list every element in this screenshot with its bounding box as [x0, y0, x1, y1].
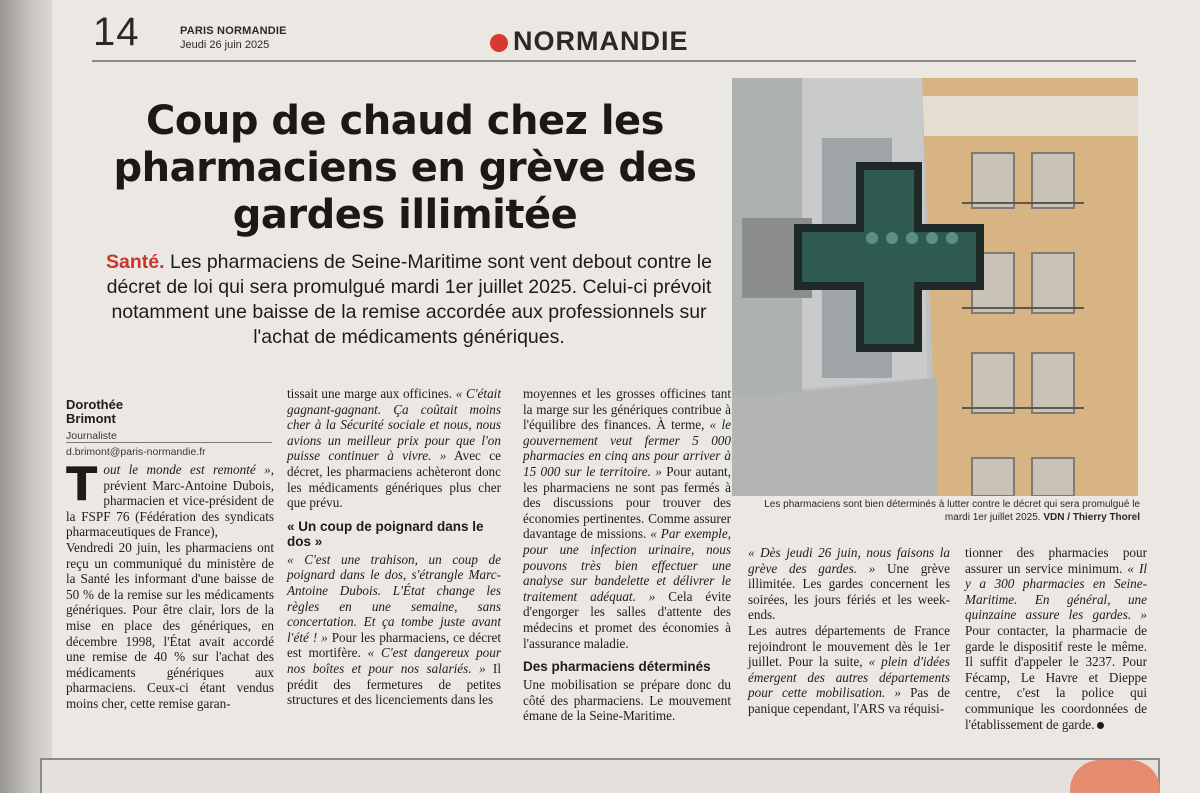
body-text: Pas de panique cependant, l'ARS va réquisi- — [748, 685, 950, 716]
author-first-name: Dorothée — [66, 397, 124, 412]
paragraph — [748, 623, 950, 717]
paragraph — [66, 540, 274, 712]
quote: « C'est une trahison, un coup de poignard dans le dos, s'étrangle Marc-Antoine Dubois. L'État change les règles en une semaine, sans concertation. Et ça tombe juste avant l'été ! » — [287, 551, 501, 645]
article-column-2 — [287, 386, 501, 708]
next-article-box — [40, 758, 1160, 793]
paragraph — [287, 386, 501, 511]
article-column-5 — [965, 545, 1147, 732]
article-column-3 — [523, 386, 731, 724]
paragraph — [748, 545, 950, 623]
body-text: , prévient Marc-Antoine Dubois, pharmacien et vice-président de la FSPF 76 (Fédération des syndicats pharmaceutiques de France), — [66, 462, 274, 540]
page-edge — [0, 0, 52, 793]
quote: « le gouvernement veut fermer 5 000 pharmacies en cinq ans pour arriver à 15 000 sur le territoire. » — [523, 417, 731, 479]
paragraph — [287, 552, 501, 708]
photo-credit: VDN / Thierry Thorel — [1043, 512, 1140, 523]
body-text: Pour les pharmaciens, ce décret est mortifère. — [287, 629, 501, 661]
quote: « C'était gagnant-gagnant. Ça coûtait moins cher à la Sécurité sociale et nous, nous avions un meilleur prix pour que l'on puisse continuer à vivre. » — [287, 386, 501, 464]
article-photo — [732, 78, 1138, 496]
body-text: tionner des pharmacies pour assurer un service minimum. — [965, 545, 1147, 576]
masthead-title: PARIS NORMANDIE — [180, 25, 287, 37]
end-of-article-icon — [1097, 722, 1104, 729]
author-email: d.brimont@paris-normandie.fr — [66, 446, 206, 458]
lede-tag: Santé. — [106, 251, 165, 273]
body-text: Les autres départements de France rejoindront le mouvement dès le 1er juillet. Pour la suite, — [748, 622, 950, 670]
body-text: moyennes et les grosses officines tant la marge sur les génériques contribue à l'équilibre des finances. À terme, — [523, 386, 731, 433]
lede-text: Les pharmaciens de Seine-Maritime sont vent debout contre le décret de loi qui sera promulgué mardi 1er juillet 2025. Celui-ci prévoit notamment une baisse de la remise accordée aux professionnels sur l'achat de médicaments génériques. — [106, 251, 712, 348]
section-dot-icon — [490, 34, 508, 52]
paragraph — [66, 457, 274, 540]
promo-bubble — [1070, 760, 1160, 793]
paragraph — [523, 386, 731, 651]
pharmacy-cross-sign-icon — [732, 78, 1138, 496]
issue-date: Jeudi 26 juin 2025 — [180, 39, 270, 51]
photo-caption — [742, 498, 1140, 524]
quote: « plein d'idées émergent des autres départements pour cette mobilisation. » — [748, 654, 950, 701]
body-text: Une grève illimitée. Les gardes concernent les soirées, les jours fériés et les week-ends. — [748, 560, 950, 623]
body-text: Pour contacter, la pharmacie de garde le dispositif reste le même. Il suffit d'appeler le 3237. Pour Fécamp, Le Havre et Dieppe centre, c'est la police qui communique les coordonnées de l'établissement de garde. — [965, 622, 1147, 732]
header-rule — [92, 60, 1136, 62]
byline-rule — [66, 442, 272, 443]
quote: out le monde est remonté » — [103, 462, 271, 477]
article-column-1 — [66, 457, 274, 712]
caption-text: Les pharmaciens sont bien déterminés à lutter contre le décret qui sera promulgué le mardi 1er juillet 2025. — [764, 499, 1140, 523]
article-lede — [84, 250, 734, 350]
dropcap: T — [66, 457, 98, 511]
quote: « Dès jeudi 26 juin, nous faisons la grève des gardes. » — [748, 545, 950, 576]
page-number: 14 — [93, 10, 140, 54]
quote: « Il y a 300 pharmacies en Seine-Maritime. En général, une quinzaine assure les gardes. » — [965, 560, 1147, 623]
body-text: tissait une marge aux officines. — [287, 386, 456, 401]
subheading: Des pharmaciens déterminés — [523, 659, 711, 675]
quote: « Par exemple, pour une infection urinaire, nous pouvons très bien effectuer une analyse sur bandelette et délivrer le traitement adéquat. » — [523, 526, 731, 604]
body-text: Une mobilisation se prépare donc du côté des pharmaciens. Le mouvement émane de la Seine-Maritime. — [523, 677, 731, 724]
body-text: Avec ce décret, les pharmaciens achèteront donc les médicaments génériques plus cher que prévu. — [287, 448, 501, 511]
article-column-4 — [748, 545, 950, 717]
body-text: Il prédit des fermetures de petites structures et des licenciements dans les — [287, 660, 501, 708]
subheading: « Un coup de poignard dans le dos » — [287, 518, 484, 549]
body-text: Pour autant, les pharmaciens ne sont pas fermés à des discussions pour trouver des économies pertinentes. Comme assurer davantage de missions. — [523, 463, 731, 542]
author-role: Journaliste — [66, 430, 117, 442]
author-last-name: Brimont — [66, 411, 116, 426]
body-text: Cela évite d'engorger les salles d'attente des médecins et promet des économies à l'assurance maladie. — [523, 588, 731, 651]
paragraph — [523, 677, 731, 724]
body-text: Vendredi 20 juin, les pharmaciens ont reçu un communiqué du ministère de la Santé les informant d'une baisse de 50 % de la remise sur les médicaments génériques. Pour être clair, lors de la mise en place des génériques, en décembre 1998, l'État avait accordé une remise de 40 % sur l'achat des médicaments génériques aux pharmaciens. Ceux-ci étant vendus moins cher, cette remise garan- — [66, 539, 274, 711]
article-headline: Coup de chaud chez les pharmaciens en grève des gardes illimitée — [113, 98, 697, 238]
section-label: NORMANDIE — [513, 26, 689, 56]
paragraph — [965, 545, 1147, 732]
quote: « C'est dangereux pour nos boîtes et pour nos salariés. » — [287, 645, 501, 676]
